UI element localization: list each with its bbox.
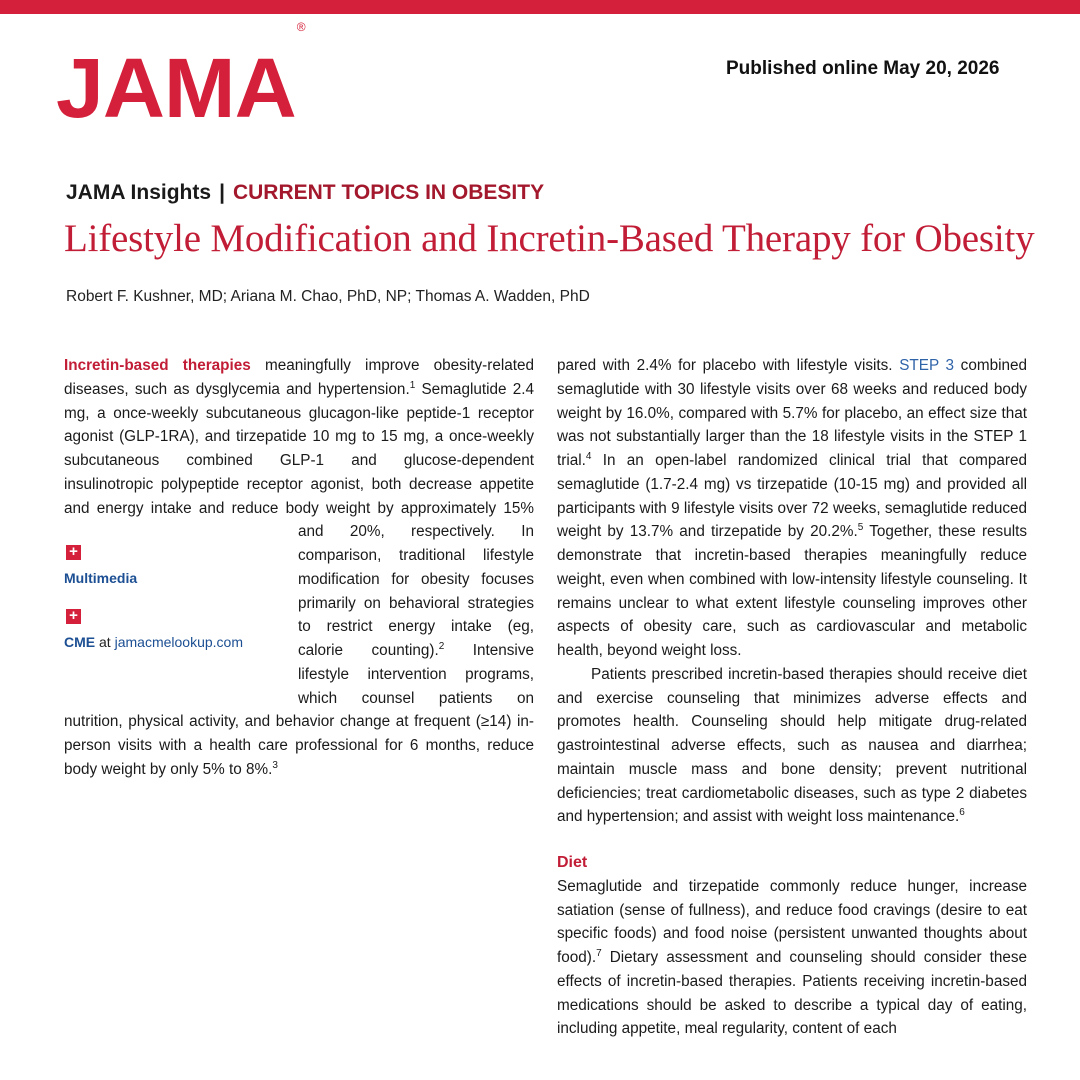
paragraph-counseling (557, 663, 1027, 829)
citation[interactable]: 4 (585, 450, 592, 462)
lead-in: Incretin-based therapies (64, 357, 251, 374)
citation[interactable]: 6 (959, 807, 965, 819)
series-name: JAMA Insights (66, 181, 212, 204)
article-kicker (66, 181, 544, 205)
sidebar-links (64, 523, 298, 709)
paragraph-intro (64, 354, 534, 782)
text-run: Patients prescribed incretin-based therapies should receive diet and exercise counseling that minimizes adverse effects and promotes health. Counseling should help mitigate drug-related gastrointestinal adverse effects, such as nausea and diarrhea; maintain muscle mass and bone density; prevent nutritional deficiencies; treat cardiometabolic diseases, such as type 2 diabetes and hypertension; and assist with weight loss maintenance. (557, 665, 1027, 826)
text-run: combined semaglutide with 30 lifestyle visits over 68 weeks and reduced body weight by 16.0%, compared with 5.7% for placebo, an effect size that was not substantially larger than the 18 lifestyle visits in the STEP 1 trial. (557, 357, 1027, 469)
topic-name: CURRENT TOPICS IN OBESITY (232, 181, 545, 204)
step3-link[interactable]: STEP 3 (899, 357, 955, 374)
left-column (64, 354, 534, 782)
plus-icon[interactable]: + (66, 545, 81, 560)
cme-label: CME (64, 634, 96, 651)
plus-icon[interactable]: + (66, 609, 81, 624)
top-accent-bar (0, 0, 1080, 14)
text-run: Dietary assessment and counseling should consider these effects of incretin-based therapies. Patients receiving incretin-based medications should be asked to describe a typical day of eating, including appetite, meal regularity, content of each (557, 949, 1027, 1038)
citation[interactable]: 7 (596, 947, 602, 959)
citation[interactable]: 3 (272, 759, 278, 771)
logo-text: JAMA (56, 41, 296, 136)
article-title: Lifestyle Modification and Incretin-Based Therapy for Obesity (64, 217, 1035, 260)
text-run: pared with 2.4% for placebo with lifestyle visits. (557, 357, 900, 374)
text-run: Semaglutide 2.4 mg, a once-weekly subcutaneous glucagon-like peptide-1 receptor agonist (GLP-1RA), and tirzepatide 10 mg to 15 mg, a once-weekly subcutaneous combined GLP-1 and glucose-dependent insulinotropic polypeptide receptor agonist, both decrease appetite and energy intake and reduce body weight by approximately 15% and 20%, respectively. (64, 380, 534, 541)
cme-at: at (95, 634, 115, 651)
citation[interactable]: 1 (409, 379, 416, 391)
text-run: In comparison, traditional lifestyle modification for obesity focuses primarily on behavioral strategies to restrict energy intake (eg, calorie counting). (298, 523, 534, 659)
paragraph-diet (557, 875, 1027, 1041)
kicker-separator: | (219, 181, 225, 204)
paragraph-continued (557, 354, 1027, 663)
text-run: Semaglutide and tirzepatide commonly reduce hunger, increase satiation (sense of fullness), and reduce food cravings (desire to eat specific foods) and food noise (persistent unwanted thoughts about food). (557, 877, 1027, 966)
section-heading-diet: Diet (557, 854, 588, 871)
author-list: Robert F. Kushner, MD; Ariana M. Chao, PhD, NP; Thomas A. Wadden, PhD (66, 288, 590, 305)
multimedia-link[interactable]: Multimedia (64, 570, 138, 587)
citation[interactable]: 5 (857, 522, 864, 534)
cme-url[interactable]: jamacmelookup.com (114, 634, 243, 651)
publication-date: Published online May 20, 2026 (726, 58, 1000, 79)
cme-link[interactable] (64, 631, 243, 655)
text-run: In an open-label randomized clinical trial that compared semaglutide (1.7-2.4 mg) vs tirzepatide (10-15 mg) and provided all participants with 9 lifestyle visits over 72 weeks, semaglutide reduced weight by 13.7% and tirzepatide by 20.2%. (557, 452, 1027, 541)
right-column (557, 354, 1027, 1041)
citation[interactable]: 2 (438, 640, 445, 652)
registered-mark: ® (296, 20, 305, 35)
text-run: Together, these results demonstrate that incretin-based therapies meaningfully reduce weight, even when combined with low-intensity lifestyle counseling. It remains unclear to what extent lifestyle counseling improves other aspects of obesity care, such as cardiovascular and metabolic health, beyond weight loss. (557, 523, 1028, 659)
text-run: meaningfully improve obesity-related diseases, such as dysglycemia and hypertension. (64, 357, 534, 398)
text-run: Intensive lifestyle intervention programs, which counsel patients on nutrition, physical activity, and behavior change at frequent (≥14) in-person visits with a health care professional for 6 months, reduce body weight by only 5% to 8%. (64, 642, 534, 778)
jama-logo (56, 20, 305, 136)
